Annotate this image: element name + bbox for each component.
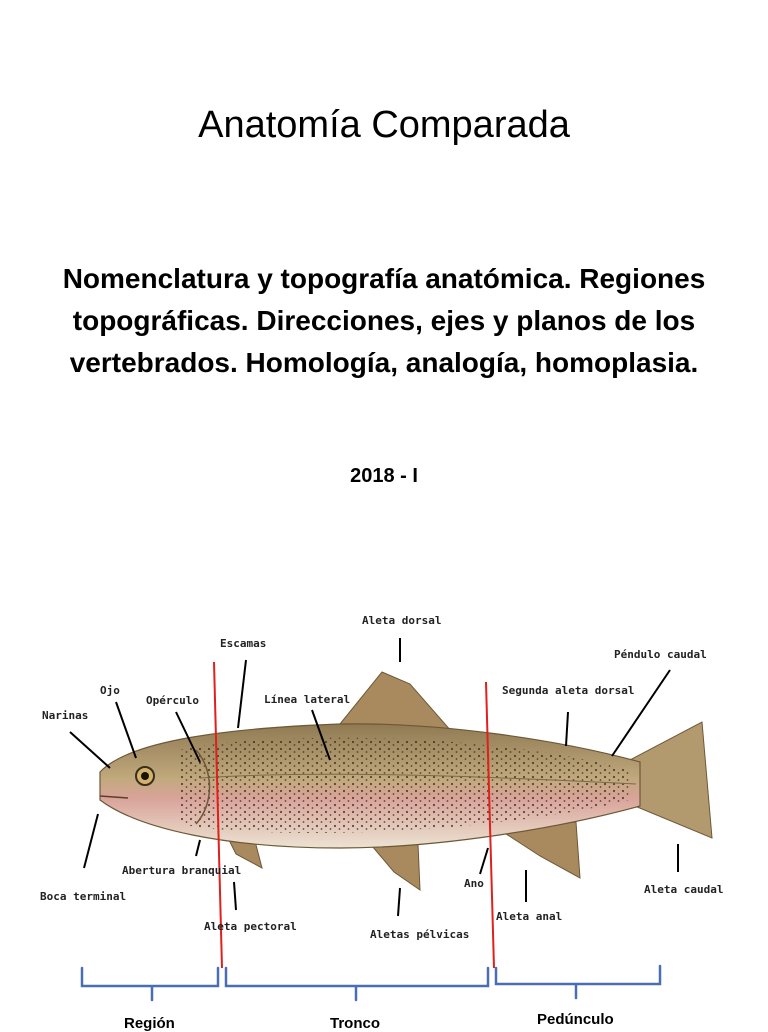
label-aletas-pelvicas: Aletas pélvicas — [370, 928, 470, 941]
label-aleta-pectoral: Aleta pectoral — [204, 920, 297, 933]
region-label-trunk: Tronco — [330, 1015, 381, 1032]
region-label-peduncle: Pedúnculo — [537, 1011, 614, 1028]
trunk-brace — [226, 968, 488, 1000]
label-ojo: Ojo — [100, 684, 120, 697]
dorsal-fin — [340, 672, 452, 732]
pelvic-fin — [372, 844, 420, 890]
head-brace — [82, 968, 218, 1000]
fish-illustration — [0, 600, 768, 1024]
label-pendulo-caudal: Péndulo caudal — [614, 648, 707, 661]
slide-year: 2018 - I — [350, 465, 418, 487]
label-boca-terminal: Boca terminal — [40, 890, 127, 903]
fish-anatomy-figure — [0, 600, 768, 1032]
label-aleta-caudal: Aleta caudal — [644, 883, 724, 896]
label-ano: Ano — [464, 877, 484, 890]
label-segunda-aleta-dorsal: Segunda aleta dorsal — [502, 684, 635, 697]
region-label-head: Región — [124, 1015, 175, 1032]
label-abertura-branquial: Abertura branquial — [122, 864, 242, 877]
label-escamas: Escamas — [220, 637, 267, 650]
label-linea-lateral: Línea lateral — [264, 693, 351, 706]
label-aleta-dorsal: Aleta dorsal — [362, 614, 442, 627]
label-operculo: Opérculo — [146, 694, 199, 707]
slide-subtitle: Nomenclatura y topografía anatómica. Regiones topográficas. Direcciones, ejes y planos de los vertebrados. Homología, analogía, homoplasia. — [62, 263, 706, 378]
peduncle-brace — [496, 966, 660, 998]
label-narinas: Narinas — [42, 709, 89, 722]
caudal-fin — [630, 722, 712, 838]
label-aleta-anal: Aleta anal — [496, 910, 563, 923]
slide-title: Anatomía Comparada — [198, 104, 570, 146]
